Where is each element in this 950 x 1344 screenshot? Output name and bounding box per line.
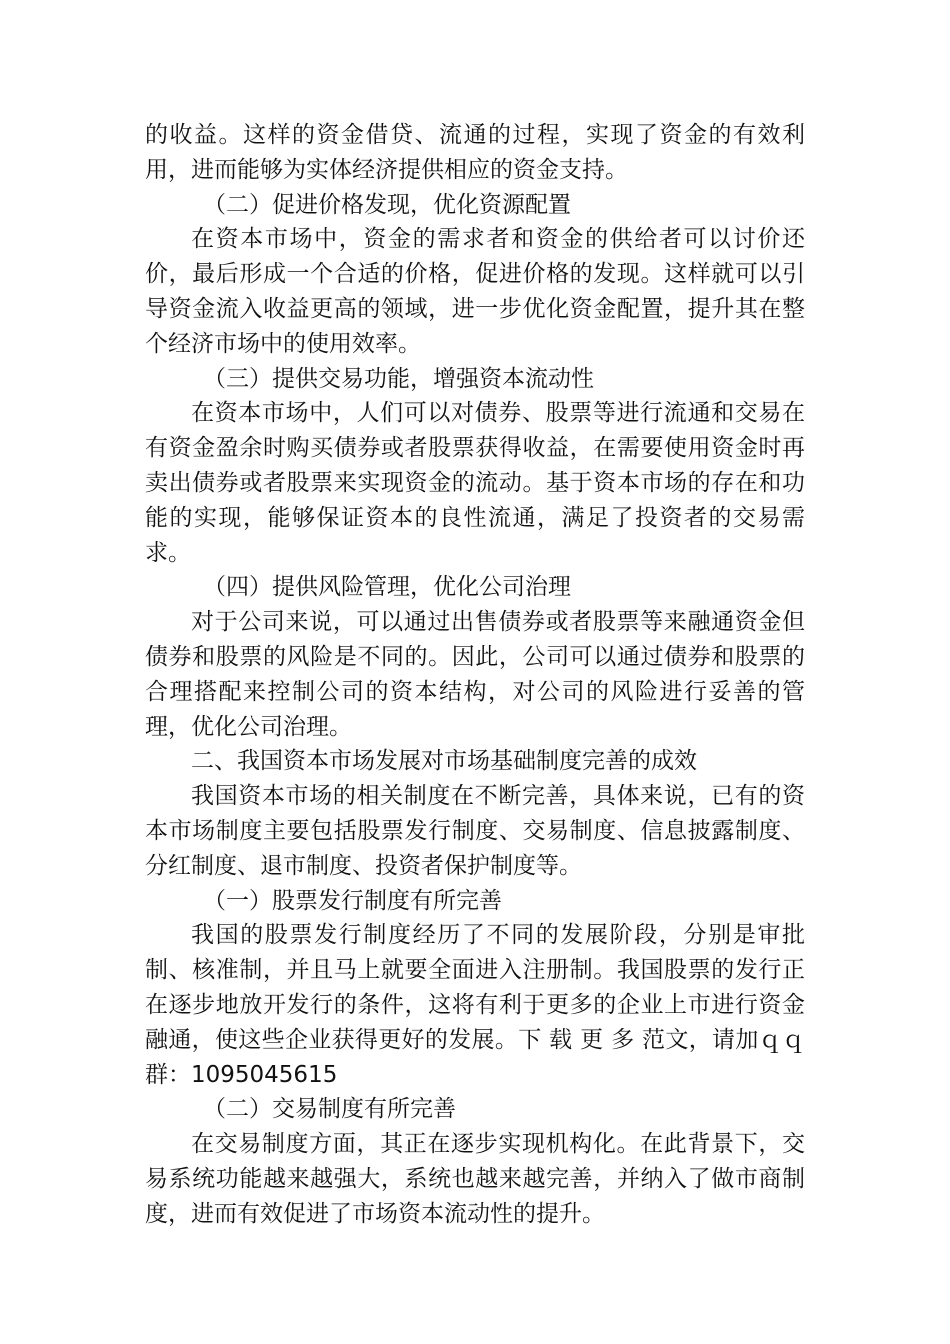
document-page [145,118,805,1232]
paragraph-price-discovery: 在资本市场中，资金的需求者和资金的供给者可以讨价还价，最后形成一个合适的价格，促进价格的发现。这样就可以引导资金流入收益更高的领域，进一步优化资金配置，提升其在整个经济市场中的使用效率。 [145,226,805,357]
section-heading-2b: （二）交易制度有所完善 [203,1096,456,1123]
section-heading-4: （四）提供风险管理，优化公司治理 [203,574,571,601]
section-heading-3: （三）提供交易功能，增强资本流动性 [203,365,594,392]
paragraph-trading-system: 在交易制度方面，其正在逐步实现机构化。在此背景下，交易系统功能越来越强大，系统也越来越完善，并纳入了做市商制度，进而有效促进了市场资本流动性的提升。 [145,1131,805,1227]
paragraph-trading-function: 在资本市场中，人们可以对债券、股票等进行流通和交易在有资金盈余时购买债券或者股票获得收益，在需要使用资金时再卖出债券或者股票来实现资金的流动。基于资本市场的存在和功能的实现，能够保证资本的良性流通，满足了投资者的交易需求。 [145,400,805,566]
paragraph-continuation: 的收益。这样的资金借贷、流通的过程，实现了资金的有效利用，进而能够为实体经济提供相应的资金支持。 [145,122,805,183]
paragraph-system-overview: 我国资本市场的相关制度在不断完善，具体来说，已有的资本市场制度主要包括股票发行制度、交易制度、信息披露制度、分红制度、退市制度、投资者保护制度等。 [145,783,805,879]
section-heading-2: （二）促进价格发现，优化资源配置 [203,191,571,218]
section-heading-1b: （一）股票发行制度有所完善 [203,887,502,914]
paragraph-risk-management: 对于公司来说，可以通过出售债券或者股票等来融通资金但债券和股票的风险是不同的。因此，公司可以通过债券和股票的合理搭配来控制公司的资本结构，对公司的风险进行妥善的管理，优化公司治理。 [145,609,805,740]
paragraph-issuance-system: 我国的股票发行制度经历了不同的发展阶段，分别是审批制、核准制，并且马上就要全面进入注册制。我国股票的发行正在逐步地放开发行的条件，这将有利于更多的企业上市进行资金融通，使这些企业获得更好的发展。下 载 更 多 范文，请加ｑｑ群：1095045615 [145,922,805,1088]
chapter-heading-2: 二、我国资本市场发展对市场基础制度完善的成效 [191,748,697,775]
